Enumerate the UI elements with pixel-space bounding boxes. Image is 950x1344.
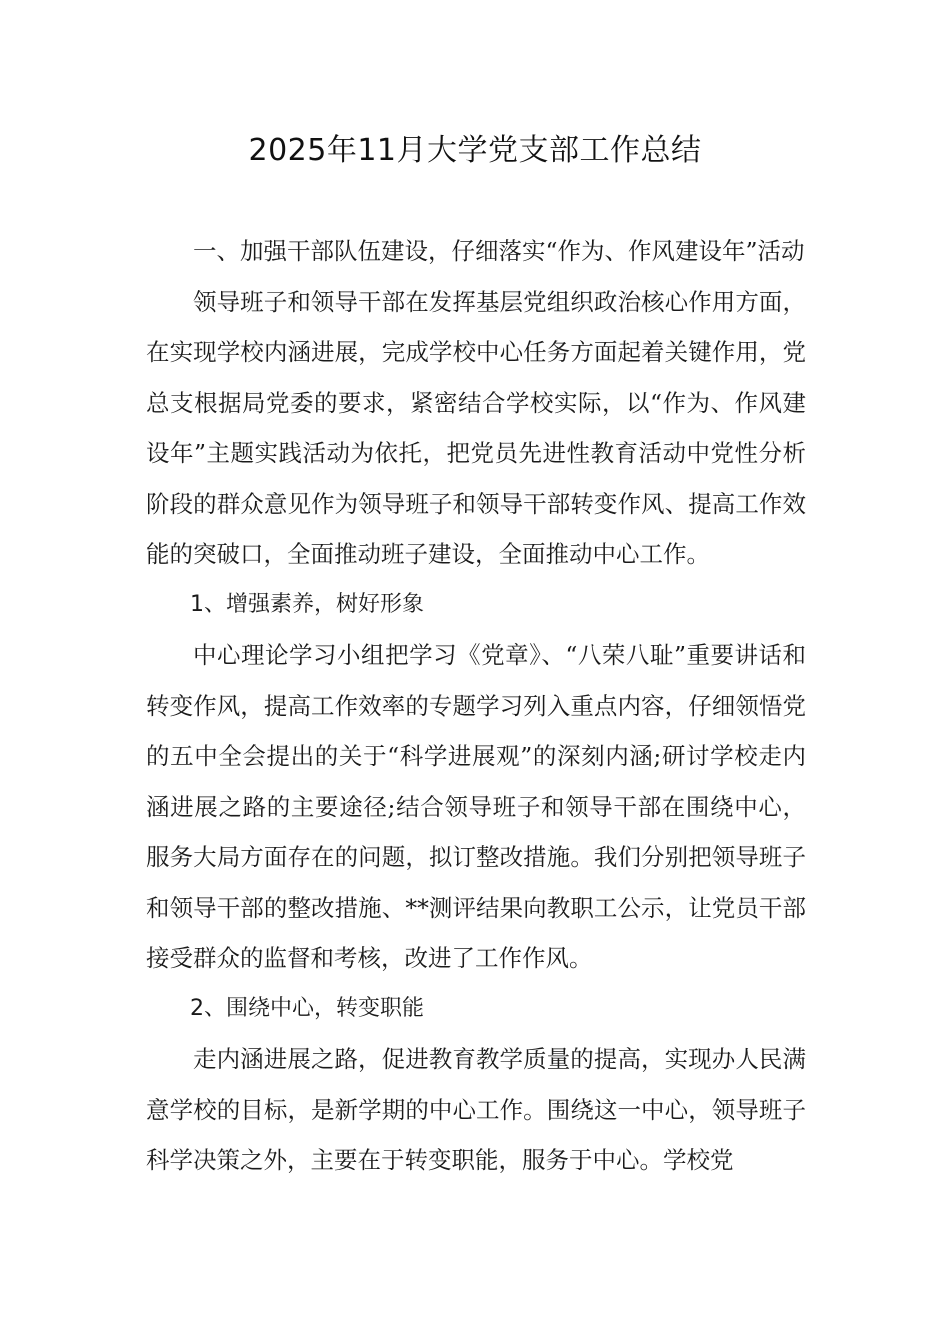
section-heading: 一、加强干部队伍建设，仔细落实“作为、作风建设年”活动 [193,237,805,265]
paragraph: 走内涵进展之路，促进教育教学质量的提高，实现办人民满意学校的目标，是新学期的中心工作。围绕这一中心，领导班子科学决策之外，主要在于转变职能，服务于中心。学校党 [146,1045,806,1174]
document-title: 2025年11月大学党支部工作总结 [248,133,702,168]
document-body [146,226,806,1186]
paragraph: 中心理论学习小组把学习《党章》、“八荣八耻”重要讲话和转变作风，提高工作效率的专题学习列入重点内容，仔细领悟党的五中全会提出的关于“科学进展观”的深刻内涵;研讨学校走内涵进展之路的主要途径;结合领导班子和领导干部在围绕中心，服务大局方面存在的问题，拟订整改措施。我们分别把领导班子和领导干部的整改措施、**测评结果向教职工公示，让党员干部接受群众的监督和考核，改进了工作作风。 [146,641,806,972]
subsection-heading: 1、增强素养，树好形象 [190,591,424,617]
paragraph: 领导班子和领导干部在发挥基层党组织政治核心作用方面，在实现学校内涵进展，完成学校中心任务方面起着关键作用，党总支根据局党委的要求，紧密结合学校实际，以“作为、作风建设年”主题实践活动为依托，把党员先进性教育活动中党性分析阶段的群众意见作为领导班子和领导干部转变作风、提高工作效能的突破口，全面推动班子建设，全面推动中心工作。 [146,287,806,568]
subsection-heading: 2、围绕中心，转变职能 [190,995,424,1021]
